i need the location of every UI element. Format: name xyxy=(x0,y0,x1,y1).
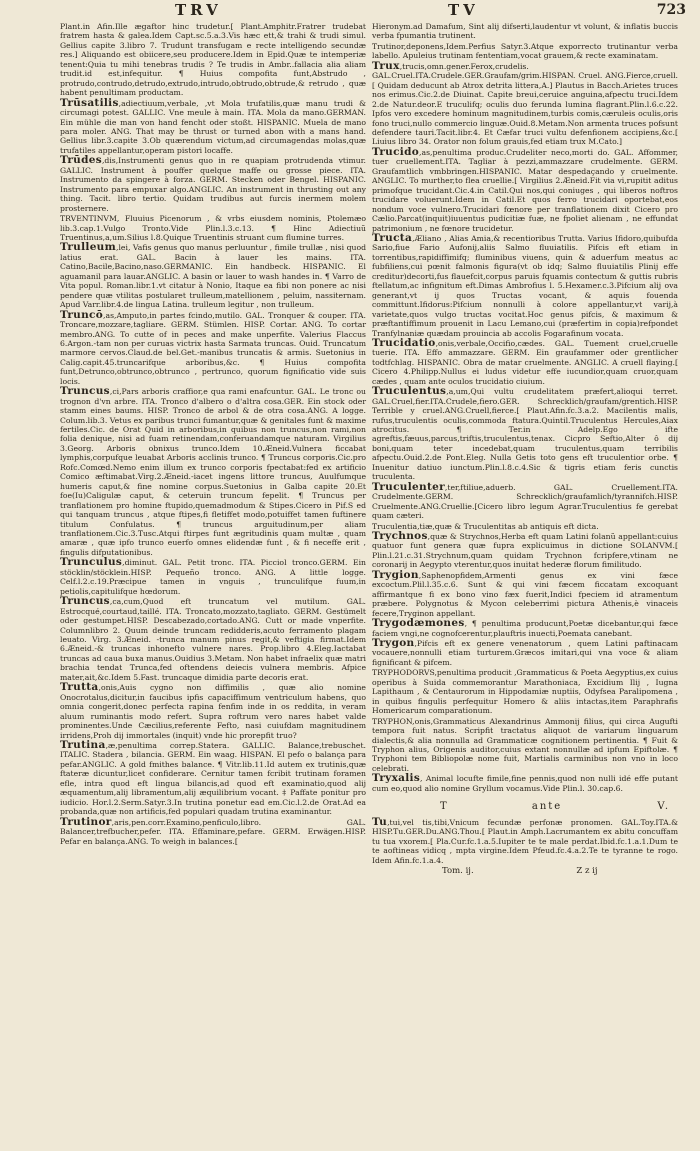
dictionary-entry xyxy=(372,815,678,865)
dictionary-entry xyxy=(372,480,678,521)
dictionary-entry xyxy=(60,815,366,846)
entry-body: , Animal locufte fimile,fine pennis,quod non nulli idé effe putant cum eo,quod alio nomine Gryllum vocamus.Vide Plin.l. 30.cap.6. xyxy=(372,774,678,793)
entry-body: ,as,penultima produc.Crudeliter neco,morti do. GAL. Affommer, tuer cruellement.ITA. Tagliar à pezzi,ammazzare crudelmente. GERM. Graufamtlich vmbbringen.HISPANIC. Matar despedaçando y cruelmente. ANGLIC. To murther,to flea cruellie.[ Virgilius 2.Æneid.Fit via vi,rupitit aditus primofque trucidant.Cic.4.in Catil.Qui nos,qui coniuges , qui liberos noftros trucidare voluerunt.Idem in Catil.Et quos ferro trucidari oportebat,eos nondum voce vulnero.Trucidari fœnore per tranflationem dixit Cicero pro Cælio.Parcat(inquit)iuuentus pudicitiæ fuæ, ne fpoliet alienam , ne effundat patrimonium , ne fœnore trucidetur. xyxy=(372,147,678,233)
dictionary-entry xyxy=(372,717,678,774)
entry-headword: Trutta xyxy=(60,681,99,694)
dictionary-entry xyxy=(60,738,366,817)
entry-body: ,Pifcis eft ex genere venenatorum , quem Latini paftinacam vocauere,nonnulli etiam turturem.Græcos imitari,qui vna voce & aliam fignificant & pifcem. xyxy=(372,639,678,667)
entry-body: ,onis,verbale,Occifio,cædes. GAL. Tuement cruel,cruelle tuerie. ITA. Effo ammazzare. GERM. Ein graufammer oder grentlicher todtfchlag. HISPANIC. Obra de matar cruelmente. ANGLIC. A cruell flaying.[ Cicero 4.Philipp.Nullus ei ludus videtur effe iucundior,quam cruor,quam cædes , quam ante oculos trucidatio ciuium. xyxy=(372,338,678,386)
dictionary-entry xyxy=(372,59,678,147)
entry-body: ,quæ & Strychnos,Herba eft quam Latini folanũ appellant:cuius quatuor funt genera quæ fupra explicuimus in dictione SOLANVM.[ Plin.l.21.c.31.Strychnum,quam quidam Trychnon fcripfere,vtinam ne coronarij in Aegypto vterentur,quos inuitat hederæ florum fimilitudo. xyxy=(372,532,678,570)
entry-headword: Tryxalis xyxy=(372,772,421,785)
entry-headword: Truculentus xyxy=(372,385,447,398)
entry-headword: Trygion xyxy=(372,568,419,581)
entry-body: ,onis,Auis cygno non diffimilis , quæ alio nomine Onocrotalus,dicitur,in faucibus ipfis capaciffimum ventriculum habens, quo omnia congerit,donec perfecta rapina fenfim inde in os reddita, in veram aluum ruminantis modo refert. Supra roftrum vero nares habet valde prominentes.Unde Cæcilius,referente Fefto, nasi cuiufdam magnitudinem irridens,Proh dij immortales (inquit) vnde hic prorepfit truo? xyxy=(60,683,366,740)
running-header xyxy=(0,0,700,22)
page-number: 723 xyxy=(656,2,686,18)
entry-body: ,as,Amputo,in partes fcindo,mutilo. GAL. Tronquer & couper. ITA. Troncare,mozzare,tagliare. GERM. Stümlen. HISP. Cortar. ANG. To cortar membro.ANG. To cutte of in peces and make unperfite. Valerius Flaccus 6.Argon.-tam non per curuas victrix hasta Sarmata truncas. Ouid. Truncatum marmore cervos.Claud.de bel.Get.-manibus truncatis & armis. Suetonius in Calig.capit.45.truncarifque arboribus,&c. ¶ Huius compofita funt,Detrunco,obtrunco,obtrunco , pertrunco, quorum fignificatio vide suis locis. xyxy=(60,310,366,386)
entry-body: TRYPHON,onis,Grammaticus Alexandrinus Ammonij filius, qui circa Augufti tempora fuit natus. Scripfit tractatus aliquot de variarum linguarum dialectis,& alia nonnulla ad Grammaticæ cognitionem pertinentia. ¶ Fuit & Tryphon alius, Origenis auditor,cuius extant nonnullæ ad ipfum Epiftolæ. ¶ Tryphoni tem Bibliopolæ nome fuit, Martialis carminibus non vno in loco celebrati. xyxy=(372,716,678,773)
entry-headword: Trulleum xyxy=(60,241,117,254)
dictionary-entry xyxy=(60,214,366,242)
entry-body: ,æ,penultima correp.Statera. GALLIC. Balance,trebuschet. ITALIC. Stadera , bilancia. GERM. Ein waag. HISPAN. El pefo o balança para pefar.ANGLIC. A gold fmithes balance. ¶ Vitr.lib.11.Id autem ex trutinis,quæ ftateræ dicuntur,licet confiderare. Cernitur tamen fcribit trutinam foramen efle, intra quod eft lingua bilancis,ad quod eft examinatio,quod alij æquamentum,alij libramentum,alij æquilibrium vocant. ‡ Paffate ponitur pro iudicio. Hor.l.2.Serm.Satyr.3.In trutina ponetur ead em.Cic.l.2.de Orat.Ad ea probanda,quæ non artificis,fed populari quadam trutina examinantur. xyxy=(60,740,366,817)
entry-body: TRVENTINVM, Fluuius Picenorum , & vrbs eiusdem nominis, Ptolemæo lib.3.cap.1.Vulgo Tronto.Vide Plin.l.3.c.13. ¶ Hinc Adiectiuũ Truentinus,a,um.Silius l.8.Quique Truentinis struant cum flumine turres. xyxy=(60,214,366,242)
entry-body: Plant.in Afin.Ille ægaftor hinc trudetur.[ Plant.Amphitr.Fratrer trudebat fratrem hasta & galea.Idem Capt.sc.5.a.3.Vis hæc ett,& trahi & trudi simul. Gellius capite 3.libro 7. Trudunt transfugam e recte intelligendo secundæ res.] Aliquando est obiicere,seu producere.Idem in Epid.Quæ te intemperiæ tenent:Quia tu mihi tenebras trudis ? Te trudis in Ambr..fallacia alia aliam trudit.id est,infequitur. ¶ Huius compofita funt,Abstrudo , protrudo,contrudo,detrudo,extrudo,intrudo,obtrudo,obtrude,& retrudo , quæ habent penultimam productam. xyxy=(60,22,366,98)
entry-headword: Trutina xyxy=(60,738,106,751)
dictionary-entry xyxy=(372,22,678,41)
entry-body: Hieronym.ad Damafum, Sint alij difserti,laudentur vt volunt, & inflatis buccis verba fpumantia trutinent. xyxy=(372,22,678,41)
dictionary-entry xyxy=(372,532,678,570)
dictionary-entry xyxy=(60,243,366,309)
entry-headword: Trūdes xyxy=(60,154,102,167)
dictionary-entry xyxy=(60,387,366,557)
dictionary-entry xyxy=(372,387,678,482)
dictionary-entry xyxy=(372,231,678,338)
entry-body: TRYPHODORVS,penultima producit ,Grammaticus & Poeta Aegyptius,ex cuius operibus à Suida commemorantur Marathoniaca, Excidium Ilij , Iugna Lapithaum , & Centaurorum in Hippodamiæ nuptiis, Odyfsea Paralipomena , in quibus fingulis perfequitur Homero & aliis intactas,item Paraphrafis Homericarum comparationum. xyxy=(372,668,678,716)
entry-headword: Trutinor xyxy=(60,815,112,828)
dictionary-entry xyxy=(372,145,678,233)
dictionary-entry xyxy=(60,308,366,387)
entry-headword: Truncus xyxy=(60,385,110,398)
dictionary-entry xyxy=(60,683,366,740)
entry-body: ,Saphenopfidem,Armenti genus ex vini fæce excoctum.Plil.l.35.c.6. Sunt & qui vini fæcem ficcatam excoquant affirmantque fi ex bono vino fæx fuerit,Indici fpeciem id atramentum præbere. Polygnotus & Mycon celeberrimi pictura Athenis,è vinaceis fecere,Tryginon appellant. xyxy=(372,570,678,618)
page-footer xyxy=(372,867,678,876)
dictionary-entry xyxy=(60,22,366,98)
entry-headword: Trygodæmones xyxy=(372,617,465,630)
dictionary-entry xyxy=(60,597,366,682)
signature-mark: Z z ij xyxy=(576,865,598,876)
dictionary-entry xyxy=(372,639,678,667)
entry-headword: Trucido xyxy=(372,145,420,158)
dictionary-entry xyxy=(60,558,366,596)
entry-headword: Truculenter xyxy=(372,480,445,493)
entry-body: ,tui,vel tis,tibi,Vnicum fecundæ perfonæ pronomen. GAL.Toy.ITA.& HISP.Tu.GER.Du.ANG.Thou.[ Plaut.in Amph.Lacrumantem ex abitu concuffam tu tua vxorem.[ Pla.Cur.fc.1.a.5.Iupiter te te male perdat.Ibid.fc.1.a.1.Dum te te aoftineas vidicq , mpta virgine.Idem Pfeud.fc.4.a.2.Te te tyranne te rogo. Idem Afin.fc.1.a.4. xyxy=(372,817,678,865)
entry-headword: Truncō xyxy=(60,308,104,321)
dictionary-entry xyxy=(372,336,678,386)
entry-headword: Trygon xyxy=(372,637,415,649)
entry-body: ,aris,pen.corr.Examino,penficulo,libro. GAL. Balancer,trefbucher,pefer. ITA. Effaminare,pefare. GERM. Erwägen.HISP. Pefar en balança.ANG. To weigh in balances.[ xyxy=(60,817,366,846)
header-right: TV xyxy=(448,1,479,19)
entry-body: ,adiectiuum,verbale, ,vt Mola trufatilis,quæ manu trudi & circumagi potest. GALLIC. Vne meule à main. ITA. Mola da mano.GERMAN. Ein mühle die man von hand fencht oder stoßt. HISPANIC. Muela de mano para moler. ANG. That may be thrust or turned abon with a mans hand. Gellius libr.3.capite 3.Ob quærendum victum,ad circumagendas molas,quæ trufatiles appellantur,operam pistori locaffe. xyxy=(60,98,366,155)
section-heading xyxy=(372,802,678,811)
entry-body: Trutinor,deponens,Idem.Perfius Satyr.3.Atque exporrecto trutinantur verba labello. Apuleius trutinam fententiam,vocat grauem,& recte examinatam. xyxy=(372,41,678,61)
entry-body: ,diminut. GAL. Petit tronc. ITA. Picciol tronco.GERM. Ein stöcklin/stöcklein.HISP. Pequeño tronco. ANG. A little logge. Celf.l.2.c.19.Præcipue tamen in vnguis , trunculifque fuum,in petiolis,capitulifque hœdorum. xyxy=(60,558,366,596)
entry-headword: Trunculus xyxy=(60,556,123,569)
entry-body: ,ca,cum,Quod eft truncatum vel mutilum. GAL. Estrocqué,courtaud,taillé. ITA. Troncato,mozzato,tagliato. GERM. Gestümelt oder gestumpet.HISP. Descabezado,cortado.ANG. Cutt or made vnperfite. Columnlibro 2. Quum deinde truncam redidderis,acuto ferramento plagam leuato. Virg. 3.Æneid. -trunca manum pinus regit,& veftigia firmat.Idem 6.Æneid.-& truncas inhonefto vulnere nares. Prop.libro 4.Eleg.Iactabat truncas ad caua buxa manus.Ouidius 3.Metam. Non habet infraelix quæ matri brachia tendat Trunca,fed oftendens deiecis vulnera membris. Afpice mater,ait,&c.Idem 5.Fast. truncaque dimidia parte decoris erat. xyxy=(60,597,366,682)
section-letter-left: T xyxy=(440,801,449,813)
dictionary-entry xyxy=(60,96,366,156)
entry-headword: Tructa xyxy=(372,231,413,244)
entry-headword: Trychnos xyxy=(372,530,428,543)
dictionary-entry xyxy=(372,668,678,715)
volume-mark: Tom. ij. xyxy=(442,865,474,876)
entry-body: , ¶ penultima producunt,Poetæ dicebantur,qui fæce faciem vngi,ne cognofcerentur,plauftris inuecti,Poemata canebant. xyxy=(372,619,678,638)
dictionary-entry xyxy=(372,619,678,638)
dictionary-entry xyxy=(372,42,678,61)
entry-body: ,ter,ftiliue,aduerb. GAL. Cruellement.ITA. Crudelmente.GERM. Schrecklich/graufamlich/tyrannifch.HISP. Cruelmente.ANG.Cruellie.[Cicero libro legum Agrar.Truculentius fe gerebat quam cæteri. xyxy=(372,482,678,521)
entry-headword: Trux xyxy=(372,59,400,72)
entry-body: ,a,um,Qui vultu crudelitatem præfert,alioqui terret. GAL.Cruel,fier.ITA.Crudele,fiero.GER. Schrecklich/graufam/grentich.HISP. Terrible y cruel.ANG.Cruell,fierce.[ Plaut.Afin.fc.3.a.2. Macilentis malis, rufus,truculentis oculis,commoda ftatura.Quintil.Truculentus Hercules,Aiax atrocitus. ¶ Ter.in Adelp.Ego ifte agreftis,fæuus,parcus,triftis,truculentus,tenax. Cicpro Seftio,Alter ô dij boni,quam teter incedebat,quam truculentus,quam terribilis afpectu.Ouid.2.de Pont.Eleg. Nulla Getis toto gens eft truculentior orbe. ¶ Inuenitur datiuo iunctum.Plin.l.8.c.4.Sic & tigris etiam feris cunctis truculenta. xyxy=(372,387,678,482)
dictionary-entry xyxy=(372,774,678,793)
dictionary-entry xyxy=(60,156,366,213)
section-letter-right: V. xyxy=(657,801,671,813)
left-column xyxy=(60,22,366,847)
section-word: ante xyxy=(531,801,563,813)
entry-headword: Truncus xyxy=(60,595,110,608)
right-column xyxy=(372,22,678,876)
entry-body: ,Æliano , Alias Amia,& recentioribus Trutta. Varius Ifidoro,quibufda Sario,fiue Fario Aufonij,aliis Salmo fluuiatilis. Pifcis eft etiam in torrentibus,rapidiffimifq; fluminibus viuens, quin & aduerfum meatus ac fubfiliens,cui pœnit falmonis figura(vt ob idq; Salmo fluuiatilis Plinij effe creditur)decorti,fus flauefcit,corpus paruis fquamis contectum & guttis rubris ftellatum,ac infignitum eft.Dimas Ambrofius l. 5.Hexamer.c.3.Pifcium alij ova generant,vt ij quos Tructas vocant, & aquis fouenda committunt.Ifidorus:Pifcium nonnulli à colore appellantur,vt varij,à varietate,quos vulgo tructas vocitat.Hoc genus pifcis, & maximum & præftantiffimum prouenit in Lacu Lemano,cui (præfertim in copia)refpondet Tranfylnaniæ quædam prouincia ab accolis Fogarafinum vocata. xyxy=(372,233,678,338)
entry-body: ,dis,Instrumenti genus quo in re quapiam protrudenda vtimur. GALLIC. Instrument à pouffer quelque maffe ou grosse piece. ITA. Instrumento da spingere à forza. GERM. Stecken oder Bengel. HISPANIC. Instrumento para empuxar algo.ANGLIC. An instrument in thrusting out any thing. Tacit. libro tertio. Quidam trudibus aut furcis inermem molem prosternere. xyxy=(60,156,366,213)
entry-body: ,lei, Vafis genus quo manus perluuntur , fimile trullæ , nisi quod latius erat. GAL. Bacin à lauer les mains. ITA. Catino,Bacile,Bacino,naso.GERMANIC. Ein handbeck. HISPANIC. El aguamanil para lauar.ANGLIC. A basin or lauer to wash handes in. ¶ Varro de Vita popul. Roman.libr.1.vt citatur à Nonio, Itaque ea fibi non ponere ac nisi pendere quæ vtilitas postularet trulleum,matellionem , peluim, nassiternam. Apud Varr.libr.4.de lingua Latina. trulleum legitur , non trulleum. xyxy=(60,243,366,310)
entry-headword: Trūsatilis xyxy=(60,96,119,109)
entry-body: ,trucis,omn.gener.Ferox,crudelis. GAL.Cruel.ITA.Crudele.GER.Graufam/grim.HISPAN. Cruel. ANG.Fierce,cruell.[ Quidam deducunt ab Atrox detrita littera,A.] Plautus in Bacch.Arietes truces nos erimus.Cic.2.de Diuinat. Capite breui,ceruice anguina,afpectu truci.Idem 2.de Natur.deor.E truculifq; oculis duo ferunda lumina flagrant.Plin.l.6.c.22. Ipfos vero excedere hominum magnitudinem,turbis comis,cæruleis oculis,oris fono truci,nullo commercio linguæ.Ouid.8.Metam.Non armenta truces pofsunt defendere tauri.Tacit.libr.4. Et Cæfar truci vultu defenfionem accipiens,&c.[ Liuius libro 34. Orator non folum grauis,fed etiam trux M.Cato.] xyxy=(372,61,678,147)
header-left: TRV xyxy=(175,1,222,19)
entry-headword: Tu xyxy=(372,815,388,828)
entry-body: ,ci,Pars arboris craffior,e qua rami enafcuntur. GAL. Le tronc ou trognon d'vn arbre. ITA. Tronco d'albero o d'altra cosa.GER. Ein stock oder stamm eines baums. HISP. Tronco de arbol & de otra cosa.ANG. A logge. Colum.lib.3. Vetus ex paribus trunci fumantur,quæ & genitales funt & maxime fertiles.Cic. de Orat Quid in arboribus,in quibus non truncus,non rami,non folia denique, nisi ad fuam retinendam,conferuandamque naturam. Virgilius 3.Georg. Arboris obnixus trunco.Idem 10.Æneid.Vulnera ficcabat lymphis,corpufque leuabat Arboris acclinis trunco. ¶ Truncus corporis.Cic.pro Rofc.Comœd.Nemo enim illum ex trunco corporis fpectabat:fed ex artificio Comico æftimabat.Virg.2.Æneid.-iacet ingens littore truncus, Auulfumque humeris caput,& fine nomine corpus.Suetonius in Galba capite 20.Et foe(Iu)Caligulæ caput, & ceteruin truncum fepelit. ¶ Truncus per tranflationem pro homine ftupido,quemadmodum & Stipes.Cicero in Pif.S ed qui tanquam truncus , atque ftipes,fi fletiffet modo,potuiffet tamen fuftinere titulum Confulatus. ¶ truncus arguitudinum,per aliam tranflationem.Cic.3.Tusc.Atqui ftirpes funt ægritudinis quam multæ , quam amaræ , quæ ipfo trunco euerfo omnes elidendæ funt , & fi neceffe erit , fingulis difputationibus. xyxy=(60,387,366,557)
dictionary-entry xyxy=(372,568,678,618)
entry-body: Truculentia,tiæ,quæ & Truculentitas ab antiquis eft dicta. xyxy=(372,521,599,531)
entry-headword: Trucidatio xyxy=(372,336,436,349)
